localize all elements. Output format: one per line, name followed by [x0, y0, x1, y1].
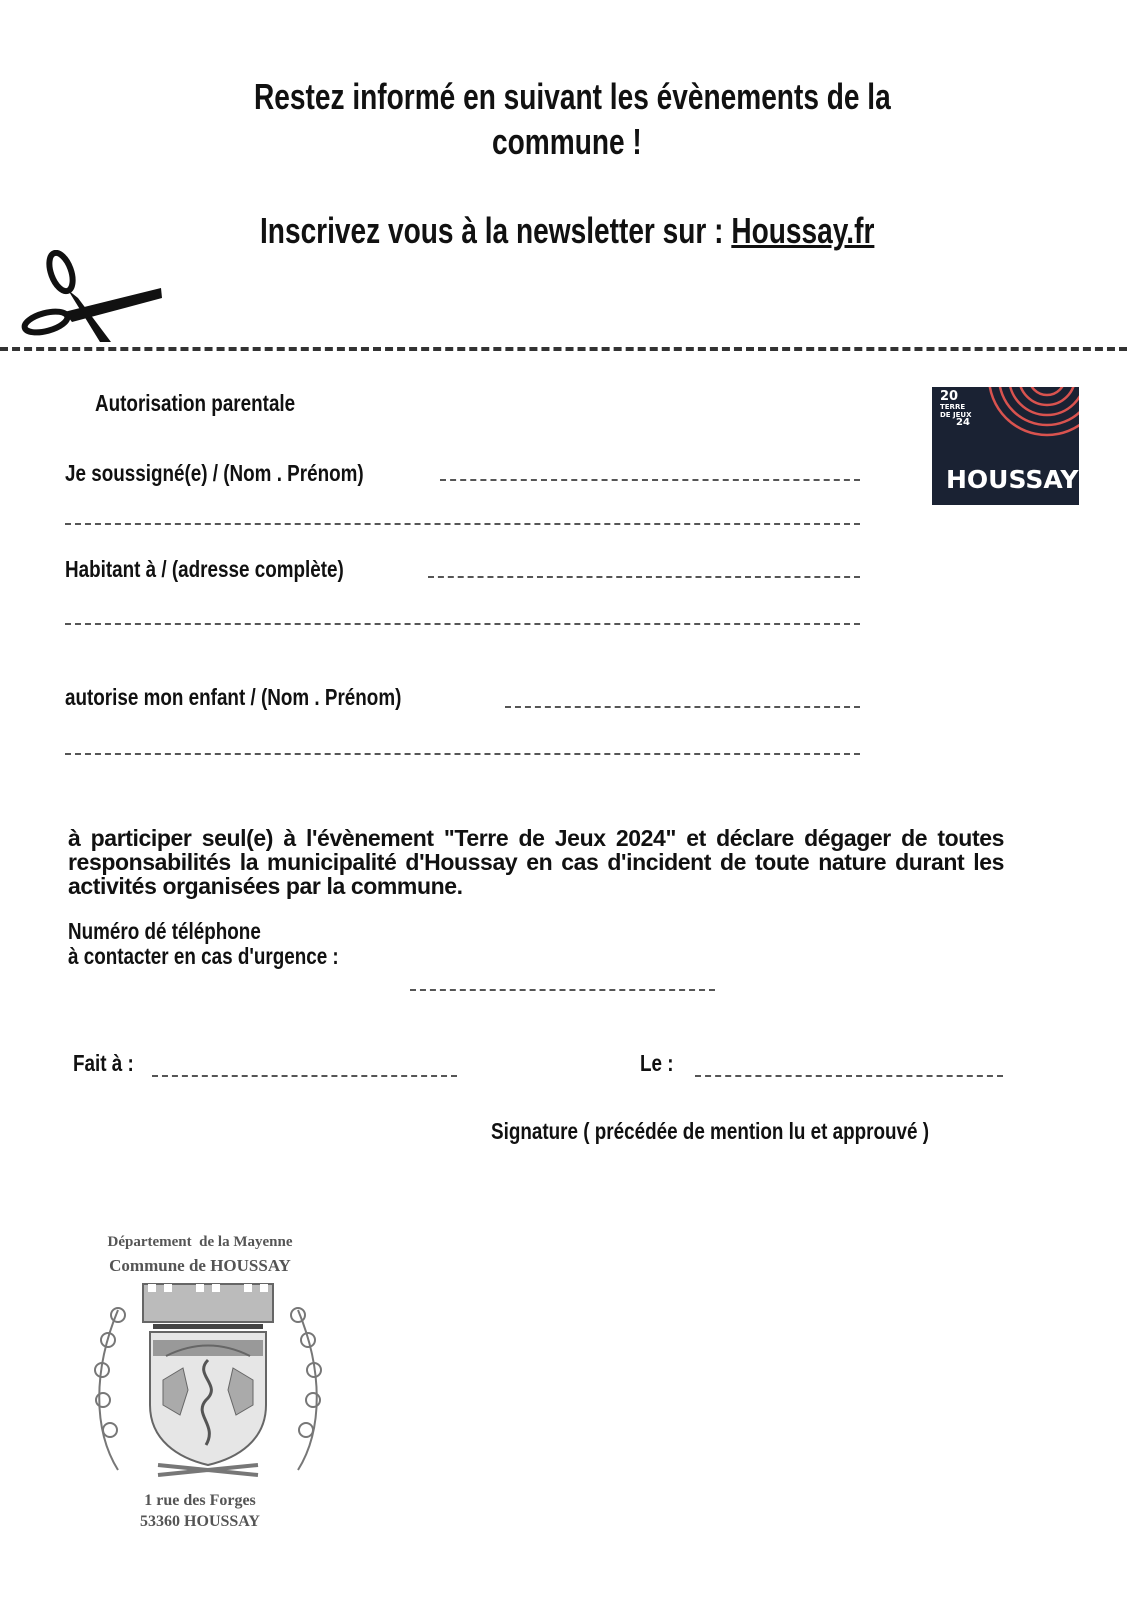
enfant-field[interactable] — [505, 706, 860, 708]
phone-label-2: à contacter en cas d'urgence : — [68, 943, 339, 969]
soussigne-field-2[interactable] — [65, 523, 860, 525]
consent-paragraph: à participer seul(e) à l'évènement "Terre de Jeux 2024" et déclare dégager de toutes responsabilités la municipalité d'Houssay en cas d'incident de toute nature durant les activités organisées par la commune. — [68, 825, 1004, 899]
headline-line2: commune ! — [492, 121, 642, 162]
habitant-field[interactable] — [428, 576, 860, 578]
seal-address2: 53360 HOUSSAY — [140, 1513, 260, 1530]
phone-field[interactable] — [410, 989, 715, 991]
habitant-field-2[interactable] — [65, 623, 860, 625]
badge-year-bottom: 24 — [956, 417, 970, 428]
newsletter-link[interactable]: Houssay.fr — [731, 210, 875, 251]
badge-year-top: 20 — [940, 389, 959, 404]
le-label: Le : — [640, 1050, 674, 1076]
signature-label: Signature ( précédée de mention lu et approuvé ) — [491, 1118, 930, 1144]
newsletter-prefix: Inscrivez vous à la newsletter sur : — [260, 210, 724, 251]
badge-terre: TERRE — [940, 403, 966, 411]
scissors-icon — [16, 250, 166, 345]
soussigne-field[interactable] — [440, 479, 860, 481]
enfant-field-2[interactable] — [65, 753, 860, 755]
enfant-label: autorise mon enfant / (Nom . Prénom) — [65, 684, 402, 710]
seal-address1: 1 rue des Forges — [144, 1492, 256, 1509]
le-field[interactable] — [695, 1075, 1003, 1077]
newsletter-line — [260, 210, 874, 252]
coat-of-arms-icon — [88, 1280, 328, 1480]
phone-label-1: Numéro dé téléphone — [68, 918, 261, 944]
badge-name: HOUSSAY — [946, 465, 1079, 494]
cut-line — [0, 347, 1127, 351]
soussigne-label: Je soussigné(e) / (Nom . Prénom) — [65, 460, 364, 486]
badge-de-jeux: DE JEUX — [940, 411, 972, 419]
seal-line1: Département de la Mayenne — [107, 1234, 293, 1250]
seal-line2: Commune de HOUSSAY — [109, 1256, 291, 1275]
fait-field[interactable] — [152, 1075, 457, 1077]
headline-line1: Restez informé en suivant les évènements de la — [254, 76, 891, 117]
form-title: Autorisation parentale — [95, 390, 296, 416]
fait-label: Fait à : — [73, 1050, 134, 1076]
terre-de-jeux-badge — [932, 387, 1079, 505]
habitant-label: Habitant à / (adresse complète) — [65, 556, 344, 582]
target-rings-icon — [972, 387, 1079, 457]
